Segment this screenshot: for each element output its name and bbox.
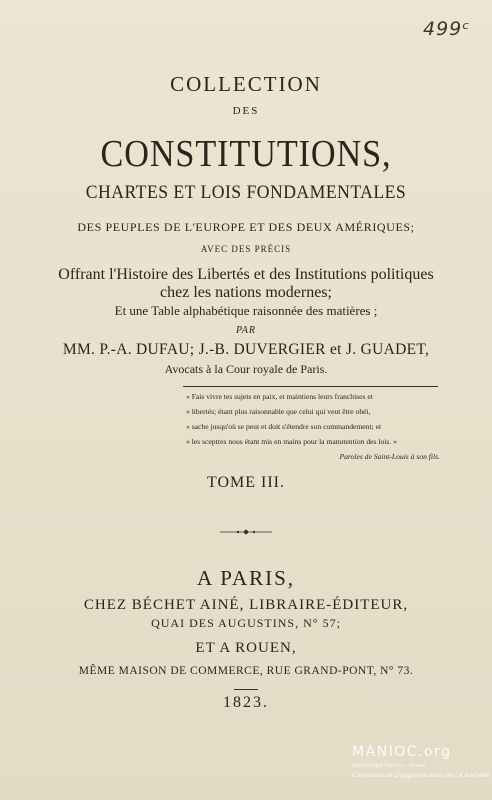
imprint-year: 1823. (223, 694, 269, 711)
imprint-rouen-address: MÊME MAISON DE COMMERCE, RUE GRAND-PONT, N° 73. (78, 665, 414, 677)
epigraph-line: » sache jusqu'où se peut et doit s'étendre son commandement; et (186, 422, 382, 431)
title-collection: COLLECTION (170, 72, 322, 96)
imprint-publisher: CHEZ BÉCHET AINÉ, LIBRAIRE-ÉDITEUR, (83, 597, 409, 613)
manioc-watermark (352, 744, 490, 779)
epigraph-attribution: Paroles de Saint-Louis à son fils. (339, 452, 440, 461)
watermark-owner: Communauté d'agglomération de La Rochelle (352, 772, 490, 779)
epigraph-rule (183, 386, 438, 387)
year-rule (234, 689, 258, 690)
handwritten-shelfmark: 499ᶜ (423, 18, 471, 40)
subtitle-chez: chez les nations modernes; (160, 284, 332, 301)
byline-par: PAR (235, 325, 257, 336)
imprint-city: A PARIS, (196, 566, 296, 590)
imprint-rouen: ET A ROUEN, (195, 640, 297, 656)
subtitle-table: Et une Table alphabétique raisonnée des matières ; (114, 303, 378, 318)
epigraph-line: « Fais vivre tes sujets en paix, et maintiens leurs franchises et (186, 392, 373, 401)
epigraph-line: » libertés; étant plus raisonnable que celui qui veut être obéi, (186, 407, 371, 416)
subtitle-avec: AVEC DES PRÉCIS (200, 244, 292, 254)
epigraph (186, 389, 440, 464)
authors: MM. P.-A. DUFAU; J.-B. DUVERGIER et J. GUADET, (62, 341, 430, 358)
title-constitutions: CONSTITUTIONS, (100, 133, 392, 175)
imprint-address: QUAI DES AUGUSTINS, N° 57; (151, 616, 341, 630)
tome-number: TOME III. (206, 474, 286, 491)
watermark-subtitle: Bibliothèque Manioc – réseau (352, 763, 426, 769)
authors-affiliation: Avocats à la Cour royale de Paris. (164, 362, 328, 376)
watermark-brand: MANIOC.org (352, 744, 452, 760)
epigraph-line: » les sceptres nous étant mis en mains pour la manutention des lois. » (186, 437, 397, 446)
ornament-divider (218, 528, 274, 536)
subtitle-chartes: CHARTES ET LOIS FONDAMENTALES (85, 182, 407, 203)
subtitle-peuples: DES PEUPLES DE L'EUROPE ET DES DEUX AMÉRIQUES; (77, 220, 415, 234)
subtitle-offrant: Offrant l'Histoire des Libertés et des Institutions politiques (58, 266, 434, 283)
title-des: DES (232, 105, 260, 117)
